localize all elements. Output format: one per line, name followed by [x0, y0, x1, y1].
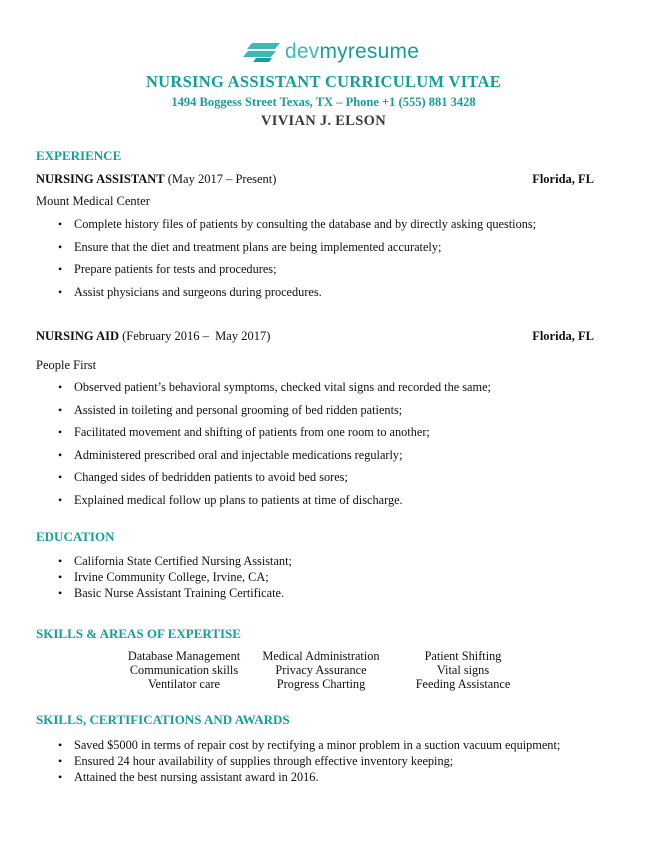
logo-text	[285, 40, 419, 64]
job-1-location: Florida, FL	[532, 172, 594, 186]
job-2-location: Florida, FL	[532, 329, 594, 343]
skills-row	[116, 649, 536, 663]
list-item: • Attained the best nursing assistant award in 2016.	[36, 770, 560, 786]
skill-item: Database Management	[127, 649, 241, 663]
candidate-name: VIVIAN J. ELSON	[261, 113, 386, 129]
list-item: • Facilitated movement and shifting of patients from one room to another;	[36, 425, 491, 448]
list-item: • Ensure that the diet and treatment plans are being implemented accurately;	[36, 240, 536, 263]
list-item: • Administered prescribed oral and injectable medications regularly;	[36, 448, 491, 471]
list-item: • Assisted in toileting and personal grooming of bed ridden patients;	[36, 403, 491, 426]
devmyresume-logo[interactable]	[242, 38, 419, 66]
skills-grid	[116, 649, 536, 691]
awards-list	[36, 738, 560, 786]
skills-row	[116, 663, 536, 677]
job-2-title: NURSING AID	[36, 329, 120, 343]
list-item: • Irvine Community College, Irvine, CA;	[36, 570, 292, 586]
job-2-header	[36, 329, 596, 344]
skills-heading: SKILLS & AREAS OF EXPERTISE	[36, 626, 241, 641]
job-1-title: NURSING ASSISTANT	[36, 172, 165, 186]
job-1-header	[36, 172, 596, 187]
logo-text-dev: dev	[285, 40, 320, 63]
document-title: NURSING ASSISTANT CURRICULUM VITAE	[145, 72, 502, 91]
list-item: • California State Certified Nursing Assistant;	[36, 554, 292, 570]
job-1-duties	[36, 217, 536, 307]
logo-text-myresume: myresume	[319, 40, 420, 63]
list-item: • Changed sides of bedridden patients to avoid bed sores;	[36, 470, 491, 493]
skill-item: Ventilator care	[147, 677, 221, 691]
job-2-duties	[36, 380, 491, 516]
skills-row	[116, 677, 536, 691]
experience-heading: EXPERIENCE	[36, 148, 122, 163]
skill-item: Communication skills	[129, 663, 239, 677]
skill-item: Progress Charting	[276, 677, 366, 691]
job-2-dates: (February 2016 – May 2017)	[119, 329, 271, 343]
contact-line: 1494 Boggess Street Texas, TX – Phone +1 (555) 881 3428	[171, 95, 476, 109]
list-item: • Complete history files of patients by consulting the database and by directly asking questions;	[36, 217, 536, 240]
list-item: • Saved $5000 in terms of repair cost by rectifying a minor problem in a suction vacuum equipment;	[36, 738, 560, 754]
list-item: • Basic Nurse Assistant Training Certificate.	[36, 586, 292, 602]
skill-item: Vital signs	[436, 663, 490, 677]
education-list	[36, 554, 292, 602]
awards-heading: SKILLS, CERTIFICATIONS AND AWARDS	[36, 712, 290, 727]
skill-item: Privacy Assurance	[275, 663, 367, 677]
job-1-dates: (May 2017 – Present)	[164, 172, 277, 186]
list-item: • Prepare patients for tests and procedures;	[36, 262, 536, 285]
skill-item: Patient Shifting	[424, 649, 502, 663]
education-heading: EDUCATION	[36, 529, 115, 544]
skill-item: Medical Administration	[262, 649, 380, 663]
list-item: • Assist physicians and surgeons during procedures.	[36, 285, 536, 308]
job-1-employer: Mount Medical Center	[36, 194, 150, 208]
list-item: • Ensured 24 hour availability of supplies through effective inventory keeping;	[36, 754, 560, 770]
list-item: • Observed patient’s behavioral symptoms, checked vital signs and recorded the same;	[36, 380, 491, 403]
job-2-employer: People First	[36, 358, 97, 372]
logo-mark-icon	[242, 41, 282, 63]
list-item: • Explained medical follow up plans to patients at time of discharge.	[36, 493, 491, 516]
skill-item: Feeding Assistance	[415, 677, 511, 691]
